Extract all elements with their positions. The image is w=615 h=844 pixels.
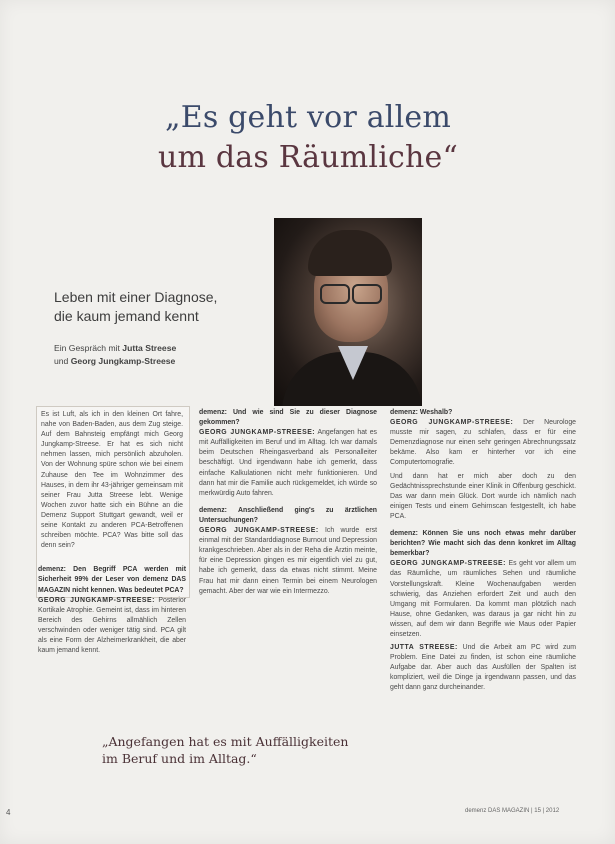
question-everyday: demenz: Können Sie uns noch etwas mehr darüber berichten? Wie macht sich das denn konkret im Alltag bemerkbar? bbox=[390, 530, 576, 558]
photo-glasses-right bbox=[352, 284, 382, 304]
byline-prefix: Ein Gespräch mit bbox=[54, 343, 123, 353]
pull-quote: „Angefangen hat es mit Auffälligkeiten im Beruf und im Alltag.“ bbox=[102, 734, 349, 766]
subtitle-line-2: die kaum jemand kennt bbox=[54, 308, 199, 324]
article-byline bbox=[54, 342, 264, 368]
article-headline bbox=[28, 98, 588, 178]
answer-text: Der Neurologe musste mir sagen, zu schlafen, dass er für eine Demenzdiagnose nur einen sehr geringen Abrechnungssatz bekäme. Also kam er hinterher vor ich eine Computertomografie. bbox=[390, 419, 576, 467]
question-why: demenz: Weshalb? bbox=[390, 409, 453, 416]
byline-name-2: Georg Jungkamp-Streese bbox=[70, 356, 176, 366]
subtitle-line-1: Leben mit einer Diagnose, bbox=[54, 289, 218, 305]
photo-hair bbox=[308, 230, 392, 276]
photo-glasses-left bbox=[320, 284, 350, 304]
page-number: 4 bbox=[6, 808, 11, 817]
answer-text: Ich wurde erst einmal mit der Standarddiagnose Burnout und Depression krankgeschrieben. Aber als in der Reha die Ärztin meinte, für eine Depression gingen es mir eigentlich viel zu gut, habe ich gemerkt, dass da etwas nicht stimmt. Meine Frau hat mir dann einen Termin bei einem Neurologen gemacht. Aber der war wie ein Intermezzo. bbox=[199, 527, 377, 595]
answer-continuation: Und dann hat er mich aber doch zu den Gedächtnissprechstunde einer Klinik in Offenburg geschickt. Das war dann mein Glück. Dort wurde ich nämlich nach einigen Tests und einem Gehirnscan festgestellt, ich habe PCA. bbox=[390, 472, 576, 520]
intro-paragraph: Es ist Luft, als ich in den kleinen Ort fahre, nahe von Baden-Baden, aus dem Zug steige. Auf dem Bahnsteig empfängt mich Georg Jungkamp-Streese. Er hat es sich nicht nehmen lassen, mich persönlich abzuholen. Von der Wohnung spüre schon wie bei einem Zuhause den Tee im Wohnzimmer des Hauses, in dem ihr 43-jähriger gemeinsam mit seiner Frau Jutta Streese lebt. Wenige Wochen zuvor hatte sich ein Bühne an die Demenz Support Stuttgart gewandt, weil er seine Kontakt zu anderen PCA-Betroffenen schreiben möchte. PCA? Was bitte soll das denn sein? bbox=[41, 411, 183, 550]
question-pca: demenz: Den Begriff PCA werden mit Sicherheit 99% der Leser von demenz DAS MAGAZIN nicht kennen. Was bedeutet PCA? bbox=[38, 566, 186, 594]
answer-text: Angefangen hat es mit Auffälligkeiten im Beruf und im Alltag. Ich war damals beim Deutschen Rheingasverband als Personalleiter beschäftigt. Und irgendwann habe ich gemerkt, dass einfache Kalkulationen nicht mehr funktionieren. Und dann hat mir die Familie auch rückgemeldet, ich würde so merkwürdig Auto fahren. bbox=[199, 429, 377, 497]
speaker-label: JUTTA STREESE: bbox=[390, 644, 458, 652]
answer-text: Posterior Kortikale Atrophie. Gemeint ist, dass im hinteren Bereich des Gehirns allmählich Zellen verschwinden oder weniger tätig sind. PCA gilt als eine Form der Alzheimerkrankheit, die aber kaum jemand kennt. bbox=[38, 596, 186, 655]
question-examinations: demenz: Anschließend ging's zu ärztlichen Untersuchungen? bbox=[199, 506, 377, 524]
headline-line-1: „Es geht vor allem bbox=[164, 100, 451, 135]
answer-text: Es geht vor allem um das Räumliche, um räumliches Sehen und räumliche Vorstellungskraft. Kleine Wochenaufgaben werden schwierig, das Anziehen erfordert Zeit und auch den Umgang mit Formularen. Da kommt man plötzlich nach Hause, ohne Gedanken, was daraus ja gar nicht hin zu wissen, auf dem wir dann Begriffe wie Maus oder Papier einsetzen. bbox=[390, 560, 576, 638]
text-column-3 bbox=[390, 408, 576, 701]
footer-source: demenz DAS MAGAZIN | 15 | 2012 bbox=[465, 808, 560, 814]
text-column-1 bbox=[38, 408, 186, 663]
speaker-label: GEORG JUNGKAMP-STREESE: bbox=[199, 527, 319, 535]
text-column-2 bbox=[199, 408, 377, 604]
speaker-label: GEORG JUNGKAMP-STREESE: bbox=[390, 419, 514, 427]
article-subtitle bbox=[54, 288, 264, 326]
question-diagnosis: demenz: Und wie sind Sie zu dieser Diagnose gekommen? bbox=[199, 409, 377, 427]
portrait-photo bbox=[274, 218, 422, 406]
speaker-label: GEORG JUNGKAMP-STREESE: bbox=[199, 429, 316, 437]
speaker-label: GEORG JUNGKAMP-STREESE: bbox=[38, 596, 155, 604]
byline-name-1: Jutta Streese bbox=[122, 343, 177, 353]
answer-text: Und die Arbeit am PC wird zum Problem. Eine Datei zu finden, ist schon eine räumliche Aufgabe dar. Aber auch das Ausfüllen der Spalten ist kompliziert, weil die Dinge ja irgendwann passen, und das geht dann ganz durcheinander. bbox=[390, 644, 576, 692]
byline-mid: und bbox=[54, 356, 71, 366]
speaker-label: GEORG JUNGKAMP-STREESE: bbox=[390, 560, 506, 568]
headline-line-2: um das Räumliche“ bbox=[157, 140, 459, 175]
